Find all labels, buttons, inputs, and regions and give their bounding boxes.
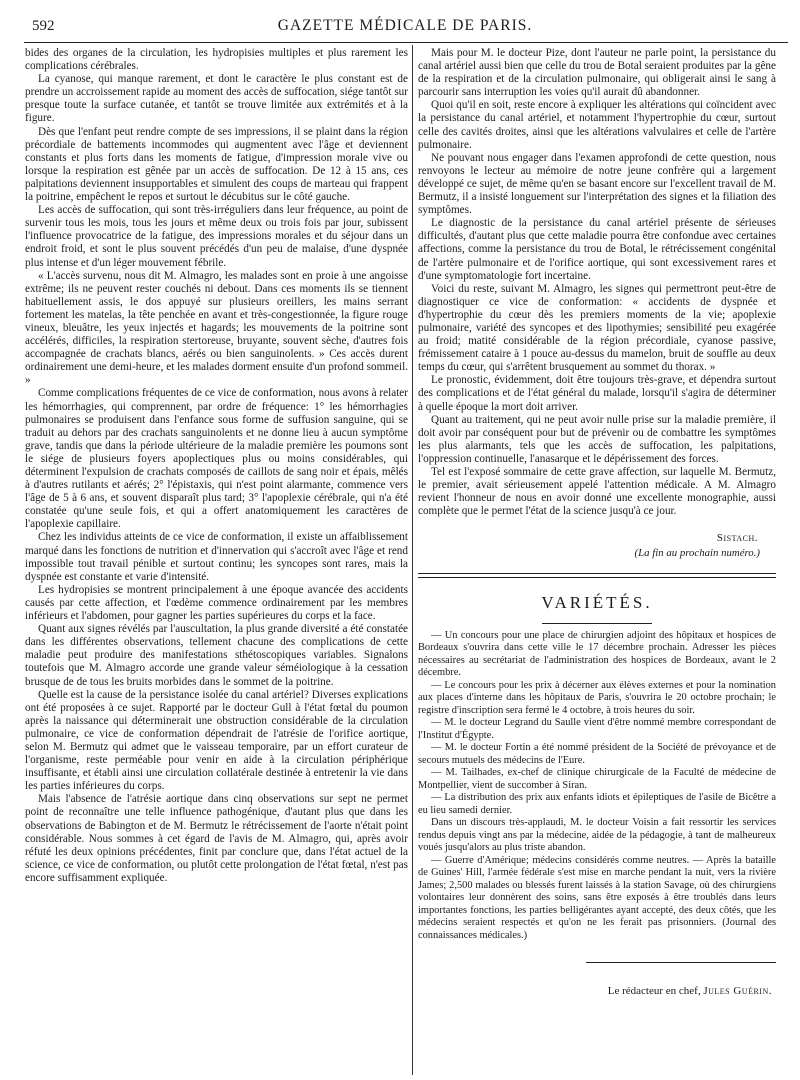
continuation-note: (La fin au prochain numéro.) [634,547,760,560]
article-paragraph: Le diagnostic de la persistance du canal artériel présente de sérieuses difficultés, d'autant plus que cette maladie pourra être confondue avec certaines affections, comme la persistance du trou de Botal, le rétrécissement congénital de l'artère pulmonaire et de l'orifice aortique, qui sont excessivement rares et d'une symptomatologie fort incertaine. [418,217,776,282]
news-item: — Le concours pour les prix à décerner aux élèves externes et pour la nomination aux places d'interne dans les hôpitaux de Paris, s'ouvrira le 20 octobre prochain; le registre d'inscription sera fermé le 4 octobre, à trois heures du soir. [418,679,776,716]
section-heading: VARIÉTÉS. [541,592,653,612]
editor-line [418,985,772,998]
article-paragraph: Quant au traitement, qui ne peut avoir nulle prise sur la maladie première, il doit avoir par conséquent pour but de prévenir ou de combattre les symptômes les plus alarmants, tels que les accès de suffocation, les palpitations, l'oppression continuelle, l'anasarque et le dépérissement des forces. [418,413,776,465]
editor-name: Jules Guérin. [703,985,772,998]
author-signature: Sistach. [716,532,758,545]
news-item: — La distribution des prix aux enfants idiots et épileptiques de l'asile de Bicêtre a eu lieu samedi dernier. [418,792,776,816]
article-paragraph: Tel est l'exposé sommaire de cette grave affection, sur laquelle M. Bermutz, le premier, avait sérieusement appelé l'attention médicale. A M. Almagro revient l'honneur de nous en avoir donné une excellente monographie, aussi complète que le permet l'état de la science jusqu'à ce jour. [418,466,776,518]
article-paragraph: La cyanose, qui manque rarement, et dont le caractère le plus constant est de prendre un accroissement rapide au moment des accès de suffocation, siége tantôt sur presque toute la surface cutanée, et tantôt se trouve limitée aux extrémités et à la figure. [25,73,408,125]
article-paragraph: Les accès de suffocation, qui sont très-irréguliers dans leur fréquence, au point de survenir tous les mois, tous les jours et même deux ou trois fois par jour, subissent l'influence provocatrice de la fatigue, des impressions morales et du séjour dans un endroit froid, et sont le plus souvent précédés d'un peu de malaise, d'une dyspnée plus intense et d'un léger mouvement fébrile. [25,204,408,269]
journal-title: GAZETTE MÉDICALE DE PARIS. [277,17,533,34]
article-paragraph: Quoi qu'il en soit, reste encore à expliquer les altérations qui coïncident avec la persistance du canal artériel, et notamment l'hypertrophie du cœur, surtout celle des cavités droites, ainsi que les altérations valvulaires et celle de l'artère pulmonaire. [418,99,776,151]
news-item: — Guerre d'Amérique; médecins considérés comme neutres. — Après la bataille de Guines' Hill, l'armée fédérale s'est mise en marche pendant la nuit, vers la rivière James; 2,500 malades ou blessés furent laissés à la station Savage, où des chirurgiens volontaires leur donnèrent des soins, sans être exposés à être troublés dans leurs importantes fonctions, les parties belligérantes ayant accepté, des deux côtés, que les médecins seraient respectés et qu'on ne les ferait pas prisonniers. (Journal des connaissances médicales.) [418,854,776,941]
section-divider [418,573,776,578]
news-item: — M. le docteur Fortin a été nommé président de la Société de prévoyance et de secours mutuels des médecins de l'Eure. [418,742,776,766]
news-item: — Un concours pour une place de chirurgien adjoint des hôpitaux et hospices de Bordeaux s'ouvrira dans cette ville le 17 décembre prochain. Adresser les pièces nécessaires au secrétariat de l'administration des hospices de Bordeaux, avant le 2 décembre. [418,629,776,679]
article-paragraph: Mais l'absence de l'atrésie aortique dans cinq observations sur sept ne permet point de reconnaître une telle influence pathogénique, d'autant plus que dans les observations de Babington et de M. Bermutz le rétrécissement de l'aorte n'était point considérable. Nous sommes à cet égard de l'avis de M. Almagro, qui, après avoir réfuté les deux opinions précédentes, finit par conclure que, dans l'état actuel de la science, ce vice de conformation, ou plutôt cette prolongation de l'état fœtal, n'est pas encore suffisamment expliquée. [25,793,408,884]
news-item: — M. Tailhades, ex-chef de clinique chirurgicale de la Faculté de médecine de Montpellier, vient de succomber à Siran. [418,767,776,791]
article-paragraph: Quelle est la cause de la persistance isolée du canal artériel? Diverses explications ont été proposées à ce sujet. Rapporté par le docteur Gull à l'état fœtal du poumon après la naissance qui déterminerait une obstruction considérable de la circulation pulmonaire, ce vice de conformation dépendrait de l'atrésie de l'orifice aortique, selon M. Bermutz qui admet que le vaisseau temporaire, par un effort curateur de l'organisme, reste perméable pour venir en aide à la circulation périphérique insuffisante, et établi ainsi une circulation collatérale destinée à entretenir la vie dans les parties inférieures du corps. [25,688,408,793]
article-paragraph: Chez les individus atteints de ce vice de conformation, il existe un affaiblissement marqué dans les fonctions de nutrition et d'innervation qui s'accroît avec l'âge et rend impossible tout travail pénible et surtout continu; les syncopes sont rares, mais la dyspnée est constante et varie d'intensité. [25,531,408,583]
article-paragraph: Comme complications fréquentes de ce vice de conformation, nous avons à relater les hémorrhagies, qui comprennent, par ordre de fréquence: 1° les hémorrhagies pulmonaires se produisent dans l'enfance sous forme de suffusion sanguine, qui se traduit au dehors par des crachats sanguinolents et ne donne lieu à aucun symptôme grave, tandis que dans la période ultérieure de la maladie première les poumons sont le siége de plusieurs foyers apoplectiques plus ou moins considérables, qui déterminent l'expulsion de crachats composés de caillots de sang noir et épais, mêlés à d'autres rutilants et aérés; 2° l'épistaxis, qui n'est point alarmante, commence vers l'âge de 5 à 6 ans, et souvent disparaît plus tard; 3° l'apoplexie cérébrale, qui n'a été constatée qu'une seule fois, et qui a offert anatomiquement les caractères de l'apoplexie capillaire. [25,387,408,531]
news-item: — M. le docteur Legrand du Saulle vient d'être nommé membre correspondant de l'Institut d'Égypte. [418,717,776,741]
article-paragraph: Ne pouvant nous engager dans l'examen approfondi de cette question, nous renvoyons le lecteur au mémoire de notre jeune confrère qui a largement développé ce sujet, de même qu'en se basant encore sur l'excellent travail de M. Bermutz, il a insisté longuement sur l'interprétation des signes et la filiation des symptômes. [418,151,776,217]
article-paragraph: « L'accès survenu, nous dit M. Almagro, les malades sont en proie à une angoisse extrême; ils ne peuvent rester couchés ni debout. Dans ces moments ils se tiennent habituellement assis, le dos appuyé sur plusieurs oreillers, les mains serrant fortement les matelas, la tête penchée en avant et très-congestionnée, la figure rouge vineux, bleuâtre, les yeux injectés et hagards; les mouvements de la poitrine sont accélérés, difficiles, la respiration stertoreuse, bruyante, souvent sèche, d'autres fois accompagnée de crachats blancs, aérés ou bien sanguinolents. » Ces accès durent ordinairement une demi-heure, et les malades dorment ensuite d'un profond sommeil. » [25,269,408,387]
page-header [22,15,788,39]
left-column [25,47,408,1072]
page-number: 592 [32,18,55,34]
header-rule [24,42,788,43]
article-paragraph: Le pronostic, évidemment, doit être toujours très-grave, et dépendra surtout des complications et de l'état général du malade, lorsqu'il s'agira de déterminer à quelle époque la mort doit arriver. [418,374,776,413]
closing-rule [586,962,776,963]
article-paragraph: Voici du reste, suivant M. Almagro, les signes qui permettront peut-être de diagnostiquer ce vice de conformation: « accidents de dyspnée et d'hypertrophie du cœur dès les premiers moments de la vie; apoplexie pulmonaire, variété des syncopes et des lipothymies; sensibilité peu exagérée au froid; matité considérable de la région précordiale, cyanose passive, frémissement cataire à 1 pouce au-dessus du mamelon, bruit de souffle au deux temps du cœur, qui s'arrêtent brusquement au sommet du thorax. » [418,282,776,374]
right-column [418,47,776,1072]
column-separator [412,45,413,1075]
article-paragraph: Quant aux signes révélés par l'auscultation, la plus grande diversité a été constatée dans les différentes observations, tellement chacune des complications de cette maladie peut produire des manifestations sthétoscopiques variables. Signalons toutefois que M. Almagro accorde une grande valeur séméiologique à la cessation brusque de de tous les bruits morbides dans le sommet de la poitrine. [25,623,408,688]
varietes-section [418,630,776,943]
heading-rule [542,623,652,624]
news-item: Dans un discours très-applaudi, M. le docteur Voisin a fait ressortir les services rendus depuis vingt ans par la médecine, aidée de la pédagogie, à tant de malheureux voués jusqu'alors au plus triste abandon. [418,817,776,854]
article-paragraph: Mais pour M. le docteur Pize, dont l'auteur ne parle point, la persistance du canal artériel aussi bien que celle du trou de Botal seraient produites par la gêne de la respiration et de la circulation pulmonaire, qui obligerait ainsi le sang à parcourir sans interruption les voies qu'il aurait dû abandonner. [418,47,776,99]
editor-title: Le rédacteur en chef, [607,985,701,998]
article-paragraph: Dès que l'enfant peut rendre compte de ses impressions, il se plaint dans la région précordiale de battements incommodes qui augmentent avec l'âge et deviennent constants et plus forts dans les moments de fatigue, d'impression morale vive ou lorsque la respiration est gênée par un accès de suffocation. De 12 à 15 ans, ces palpitations deviennent insupportables et simulent des coups de marteau qui frappent la poitrine, empêchent le repos et surtout le décubitus sur le côté gauche. [25,125,408,204]
article-paragraph: bides des organes de la circulation, les hydropisies multiples et plus rarement les complications cérébrales. [25,47,408,73]
article-paragraph: Les hydropisies se montrent principalement à une époque avancée des accidents causés par cette affection, et l'œdème commence ordinairement par les membres inférieurs et l'abdomen, pour gagner les parties supérieures du corps et la face. [25,583,408,623]
